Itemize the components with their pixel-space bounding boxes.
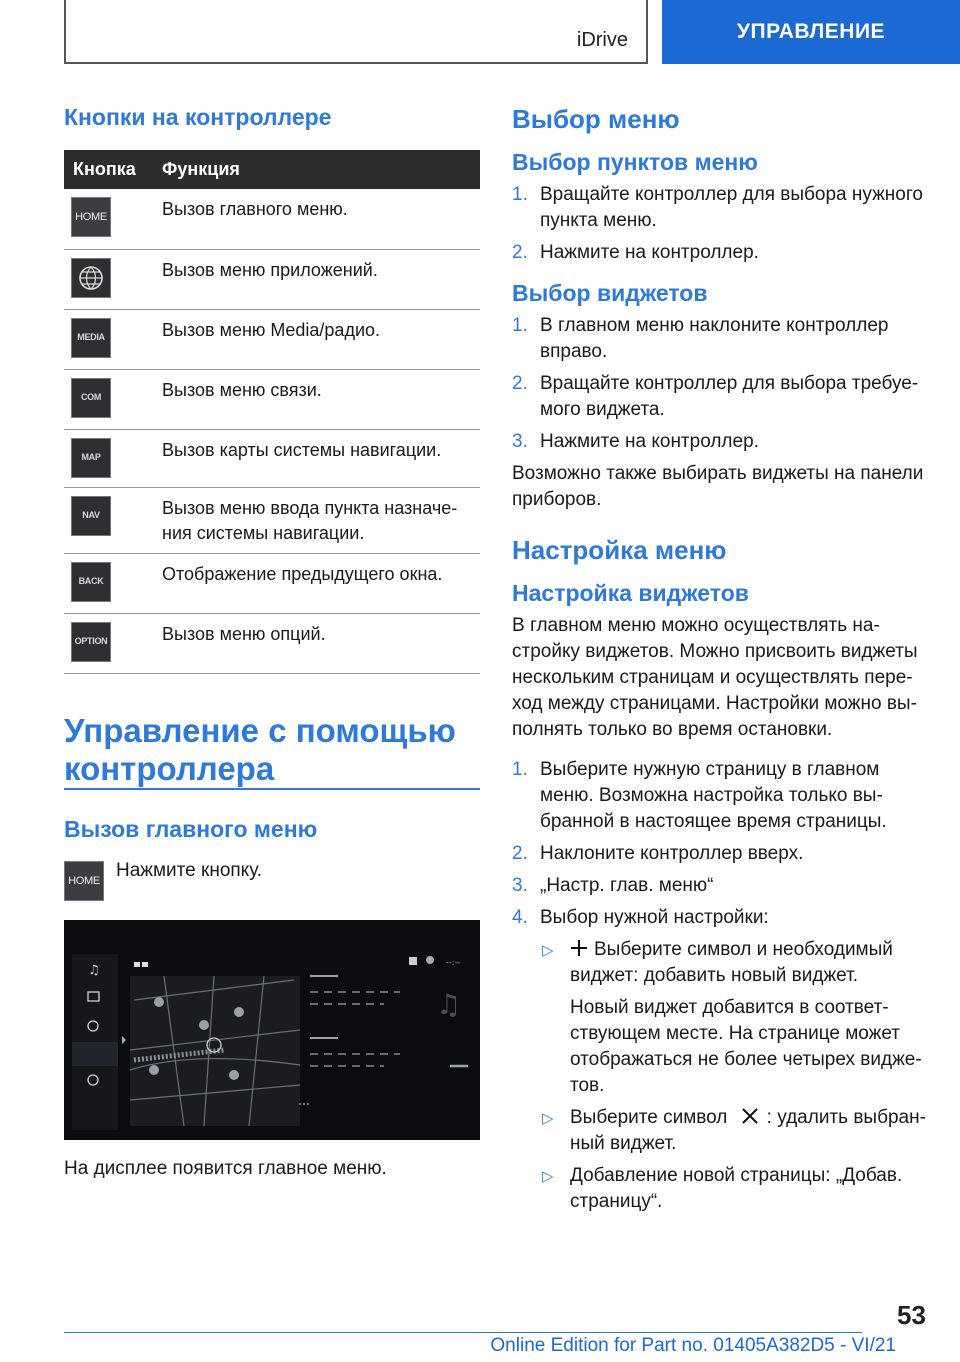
- list-item: 1. Вращайте контроллер для выбора нужного пункта меню.: [512, 184, 923, 231]
- row-function: Вызов меню опций.: [162, 613, 480, 673]
- list-item: 1. В главном меню наклоните контроллер вправо.: [512, 315, 889, 362]
- home-key-icon: HOME: [71, 197, 111, 237]
- back-key-icon: BACK: [71, 562, 111, 602]
- widgets-steps: [512, 313, 927, 455]
- svg-text:--:--: --:--: [446, 958, 461, 967]
- triangle-bullet-icon: ▷: [542, 942, 554, 959]
- row-function: Отображение предыдущего окна.: [162, 553, 480, 613]
- config-intro: В главном меню можно осуществлять на-стройку виджетов. Можно присвоить виджеты нескольким страницам и осуществлять пере-ход между страницами. Настройки можно вы-полнять только во время остановки.: [512, 615, 918, 740]
- list-item: 2. Вращайте контроллер для выбора требуе-мого виджета.: [512, 373, 919, 420]
- config-steps: [512, 757, 927, 931]
- globe-apps-key-icon: [71, 258, 111, 298]
- triangle-bullet-icon: ▷: [542, 1110, 554, 1127]
- screen-caption: На дисплее появится главное меню.: [64, 1158, 387, 1179]
- row-function: Вызов карты системы навигации.: [162, 429, 480, 487]
- page-number: 53: [897, 1300, 926, 1330]
- widgets-note: Возможно также выбирать виджеты на панели приборов.: [512, 463, 924, 510]
- control-title: Управление с помощью контроллера: [64, 712, 456, 787]
- svg-text:♫: ♫: [88, 963, 100, 978]
- menu-config-title: Настройка меню: [512, 535, 727, 565]
- option-key-icon: OPTION: [71, 622, 111, 662]
- footer-rule: [64, 1332, 862, 1333]
- table-row: [64, 189, 480, 249]
- sub-item-delete: ▷ Выберите символ : удалить выбран-ный виджет.: [542, 1107, 926, 1154]
- table-row: [64, 487, 480, 553]
- row-function: Вызов главного меню.: [162, 189, 480, 249]
- footer-edition: Online Edition for Part no. 01405A382D5 - VI/21: [490, 1335, 896, 1356]
- items-steps: [512, 182, 927, 266]
- buttons-table: [64, 150, 480, 674]
- row-function: Вызов меню связи.: [162, 369, 480, 429]
- close-icon: [741, 1107, 759, 1125]
- right-column: [512, 104, 927, 1221]
- idrive-home-screen-image: [64, 920, 480, 1140]
- widgets-select-title: Выбор виджетов: [512, 280, 708, 306]
- header-section: iDrive: [576, 29, 628, 51]
- list-item: 2. Нажмите на контроллер.: [512, 242, 759, 263]
- media-key-icon: MEDIA: [71, 318, 111, 358]
- list-item: 4. Выбор нужной настройки:: [512, 907, 769, 928]
- plus-icon: [570, 939, 588, 957]
- home-menu-subtitle: Вызов главного меню: [64, 816, 318, 842]
- row-function: Вызов меню Media/радио.: [162, 309, 480, 369]
- header-function: Функция: [162, 150, 480, 189]
- com-key-icon: COM: [71, 378, 111, 418]
- row-function: Вызов меню приложений.: [162, 249, 480, 309]
- menu-select-title: Выбор меню: [512, 104, 680, 134]
- table-row: [64, 553, 480, 613]
- table-row: [64, 249, 480, 309]
- nav-key-icon: NAV: [71, 496, 111, 536]
- table-row: [64, 613, 480, 673]
- sub-item-add: ▷ Выберите символ и необходимый виджет: добавить новый виджет.: [542, 939, 893, 986]
- home-key-icon: HOME: [64, 861, 104, 901]
- sub-item-add-note: Новый виджет добавится в соответ-ствующем месте. На странице может отображаться не более четырех видже-тов.: [570, 997, 922, 1096]
- svg-text:♫: ♫: [436, 988, 462, 1021]
- widgets-config-title: Настройка виджетов: [512, 580, 749, 606]
- list-item: 1. Выберите нужную страницу в главном меню. Возможна настройка только вы-бранной в настоящее время страницы.: [512, 759, 887, 832]
- buttons-title: Кнопки на контроллере: [64, 104, 332, 130]
- list-item: 3. Нажмите на контроллер.: [512, 431, 759, 452]
- header-frame: [64, 0, 648, 64]
- list-item: 2. Наклоните контроллер вверх.: [512, 843, 804, 864]
- header-chapter-tab: УПРАВЛЕНИЕ: [662, 0, 960, 64]
- table-row: [64, 309, 480, 369]
- table-row: [64, 369, 480, 429]
- home-instruction: Нажмите кнопку.: [116, 860, 263, 881]
- section-divider: [64, 788, 480, 790]
- table-row: [64, 429, 480, 487]
- triangle-bullet-icon: ▷: [542, 1168, 554, 1185]
- list-item: 3. „Настр. глав. меню“: [512, 875, 714, 896]
- table-header-row: [64, 150, 480, 189]
- header-key: Кнопка: [64, 150, 162, 189]
- items-select-title: Выбор пунктов меню: [512, 149, 758, 175]
- map-key-icon: MAP: [71, 438, 111, 478]
- row-function: Вызов меню ввода пункта назначе-ния системы навигации.: [162, 487, 480, 553]
- sub-item-add-page: ▷ Добавление новой страницы: „Добав. страницу“.: [542, 1165, 903, 1212]
